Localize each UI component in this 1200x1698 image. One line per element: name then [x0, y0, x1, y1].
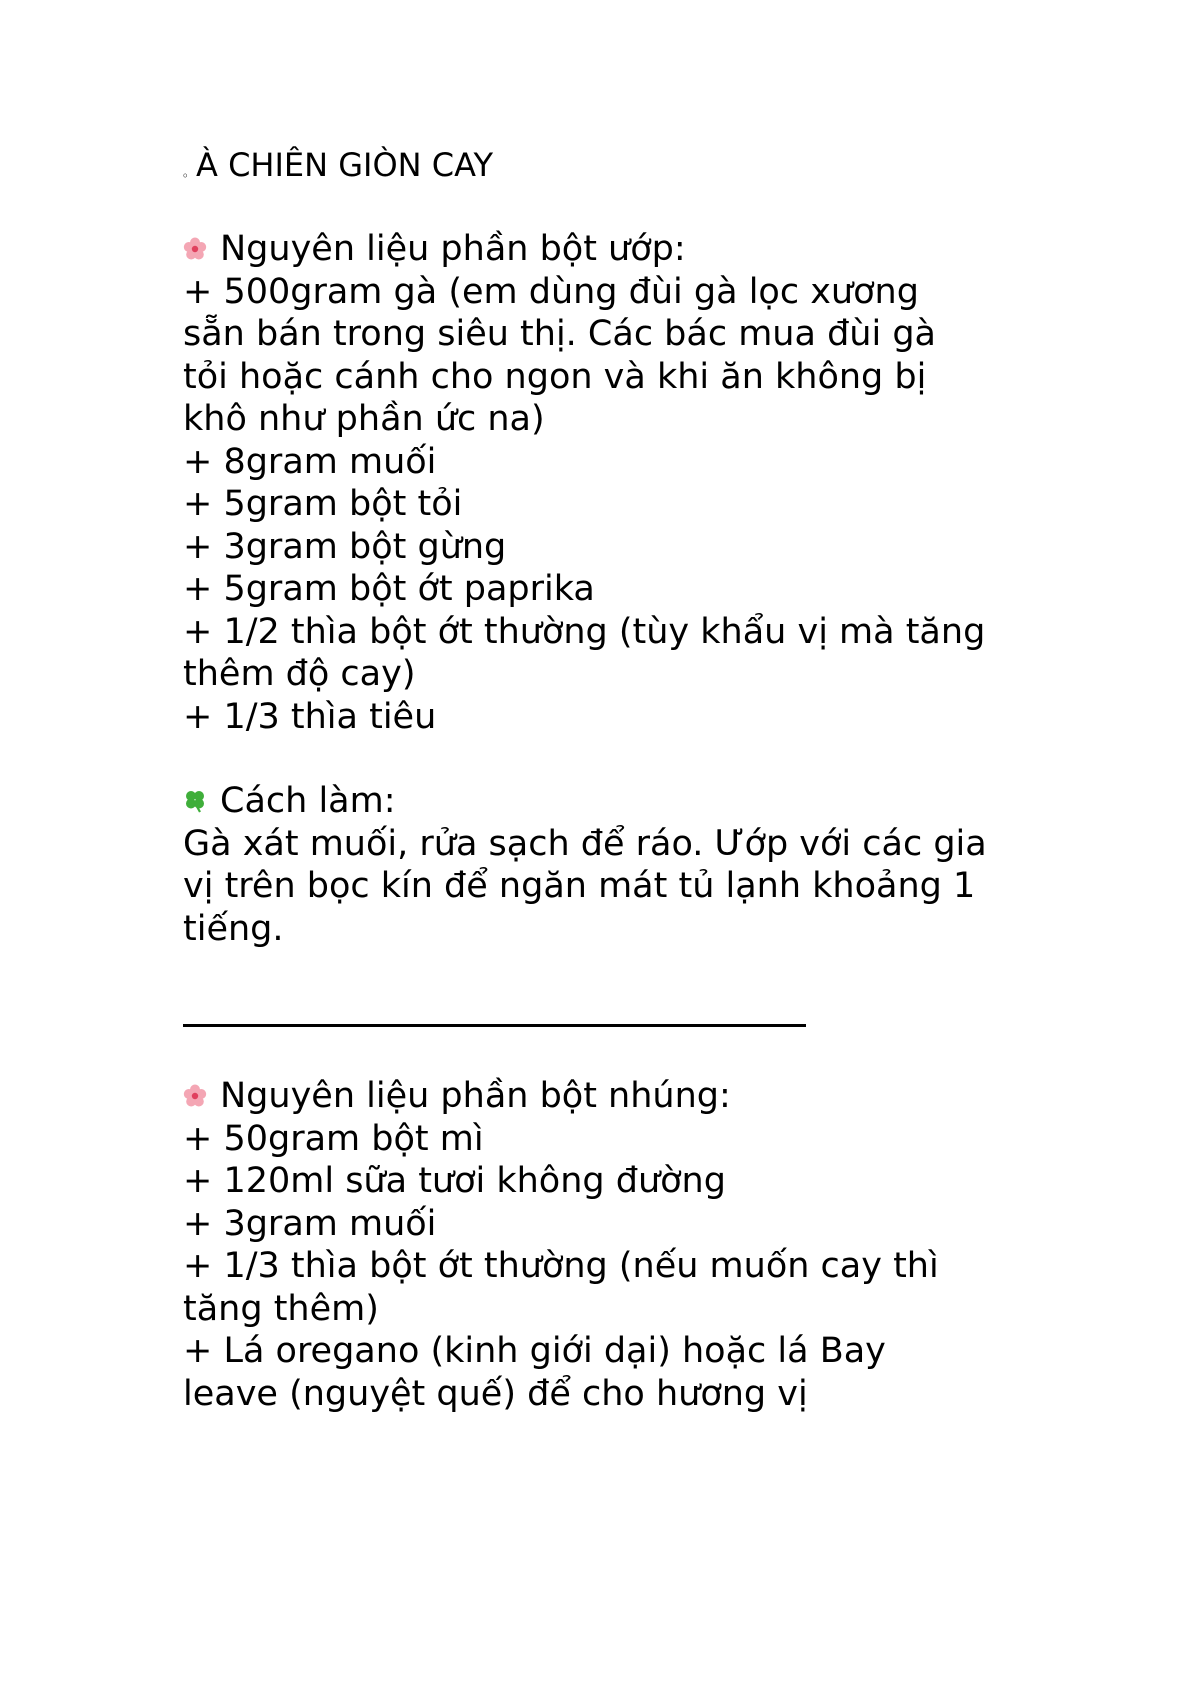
spacer	[183, 186, 1083, 228]
list-item: + 5gram bột ớt paprika	[183, 569, 595, 609]
title-prefix: 。	[183, 165, 196, 179]
list-item: tỏi hoặc cánh cho ngon và khi ăn không bị	[183, 356, 927, 397]
marinade-ingredient-list	[183, 271, 1083, 739]
list-item: sẵn bán trong siêu thị. Các bác mua đùi gà	[183, 314, 936, 354]
list-item: + 5gram bột tỏi	[183, 484, 463, 524]
list-item: + 50gram bột mì	[183, 1118, 484, 1159]
section-heading-batter	[183, 1075, 1083, 1118]
list-item: khô như phần ức na)	[183, 399, 545, 439]
pink-flower-icon	[183, 237, 207, 261]
section-heading-text: Cách làm:	[220, 781, 396, 821]
section-heading-method	[183, 780, 1083, 823]
list-item: leave (nguyệt quế) để cho hương vị	[183, 1373, 808, 1414]
paragraph-line: Gà xát muối, rửa sạch để ráo. Ướp với các gia	[183, 823, 987, 864]
spacer	[183, 738, 1083, 780]
title-text: À CHIÊN GIÒN CAY	[196, 146, 494, 184]
pink-flower-icon	[183, 1084, 207, 1108]
section-heading-text: Nguyên liệu phần bột nhúng:	[220, 1076, 731, 1116]
list-item: thêm độ cay)	[183, 654, 416, 694]
batter-ingredient-list	[183, 1118, 1083, 1416]
method-paragraph	[183, 823, 1083, 951]
list-item: + 1/3 thìa tiêu	[183, 696, 437, 737]
paragraph-line: tiếng.	[183, 908, 284, 949]
list-item: + 1/3 thìa bột ớt thường (nếu muốn cay thì	[183, 1246, 939, 1286]
paragraph-line: vị trên bọc kín để ngăn mát tủ lạnh khoảng 1	[183, 866, 976, 906]
section-heading-marinade	[183, 228, 1083, 271]
list-item: + 3gram muối	[183, 1203, 437, 1244]
list-item: tăng thêm)	[183, 1288, 379, 1329]
list-item: + 8gram muối	[183, 441, 437, 482]
list-item: + 1/2 thìa bột ớt thường (tùy khẩu vị mà tăng	[183, 611, 986, 652]
document-page	[183, 144, 1083, 1415]
list-item: + 120ml sữa tươi không đường	[183, 1161, 726, 1201]
four-leaf-clover-icon	[183, 789, 207, 813]
section-heading-text: Nguyên liệu phần bột ướp:	[220, 229, 686, 269]
spacer	[183, 1027, 1083, 1075]
list-item: + 3gram bột gừng	[183, 526, 507, 567]
list-item: + Lá oregano (kinh giới dại) hoặc lá Bay	[183, 1331, 886, 1371]
list-item: + 500gram gà (em dùng đùi gà lọc xương	[183, 271, 919, 312]
document-title	[183, 144, 1083, 186]
